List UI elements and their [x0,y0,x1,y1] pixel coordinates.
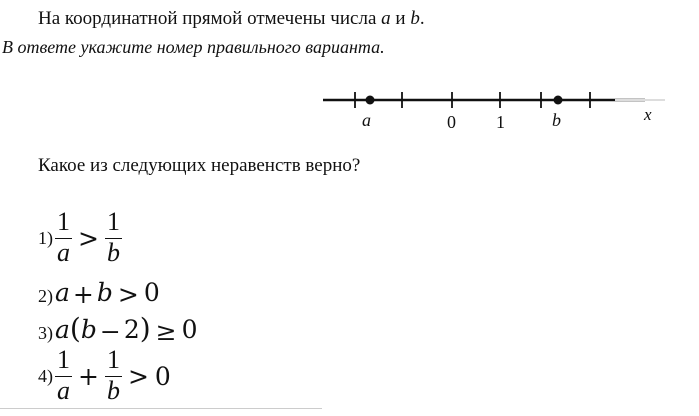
label-b: b [552,110,561,130]
denominator: b [106,376,120,405]
operator: > [78,224,99,253]
var-b: b [410,8,420,29]
operator: > [127,362,149,391]
denominator: a [57,376,70,405]
option-number: 3) [38,323,53,344]
divider [0,408,322,409]
label-one: 1 [496,112,505,132]
var-a: a [381,8,391,29]
label-zero: 0 [447,112,456,132]
var-a: a [55,315,70,344]
option-4[interactable] [38,346,171,407]
operator: ≥ [155,317,177,346]
task-text-start: На координатной прямой отмечены числа [38,8,382,29]
var-a: a [55,278,70,307]
task-conj: и [390,8,411,29]
fraction [105,208,122,269]
fraction [55,208,72,269]
option-number: 2) [38,286,53,307]
question-text: Какое из следующих неравенств верно? [38,155,361,176]
operator: − [99,317,121,346]
var-b: b [80,315,97,344]
number-line [315,85,675,135]
operator: + [72,280,94,309]
rhs: 0 [143,278,160,307]
fraction [55,346,72,407]
point-a [366,96,375,105]
paren-close: ) [139,312,151,345]
var-b: b [96,278,113,307]
denominator: b [106,238,120,267]
option-1[interactable] [38,208,122,269]
denominator: a [57,238,70,267]
numerator: 1 [106,345,120,374]
label-a: a [362,110,371,130]
numerator: 1 [57,345,70,374]
numerator: 1 [106,207,120,236]
fraction [105,346,122,407]
task-end: . [419,8,425,29]
option-number: 4) [38,366,53,386]
operator: + [78,362,99,391]
option-3[interactable] [38,312,198,346]
rhs: 0 [154,362,171,391]
number-two: 2 [123,315,140,344]
point-b [554,96,563,105]
option-2[interactable] [38,278,160,309]
label-x: x [644,105,652,124]
answer-instruction: В ответе укажите номер правильного варианта. [2,37,385,57]
task-text [38,8,425,30]
numerator: 1 [57,207,70,236]
rhs: 0 [181,315,198,344]
operator: > [117,280,139,309]
paren-open: ( [69,312,81,345]
option-number: 1) [38,228,53,248]
